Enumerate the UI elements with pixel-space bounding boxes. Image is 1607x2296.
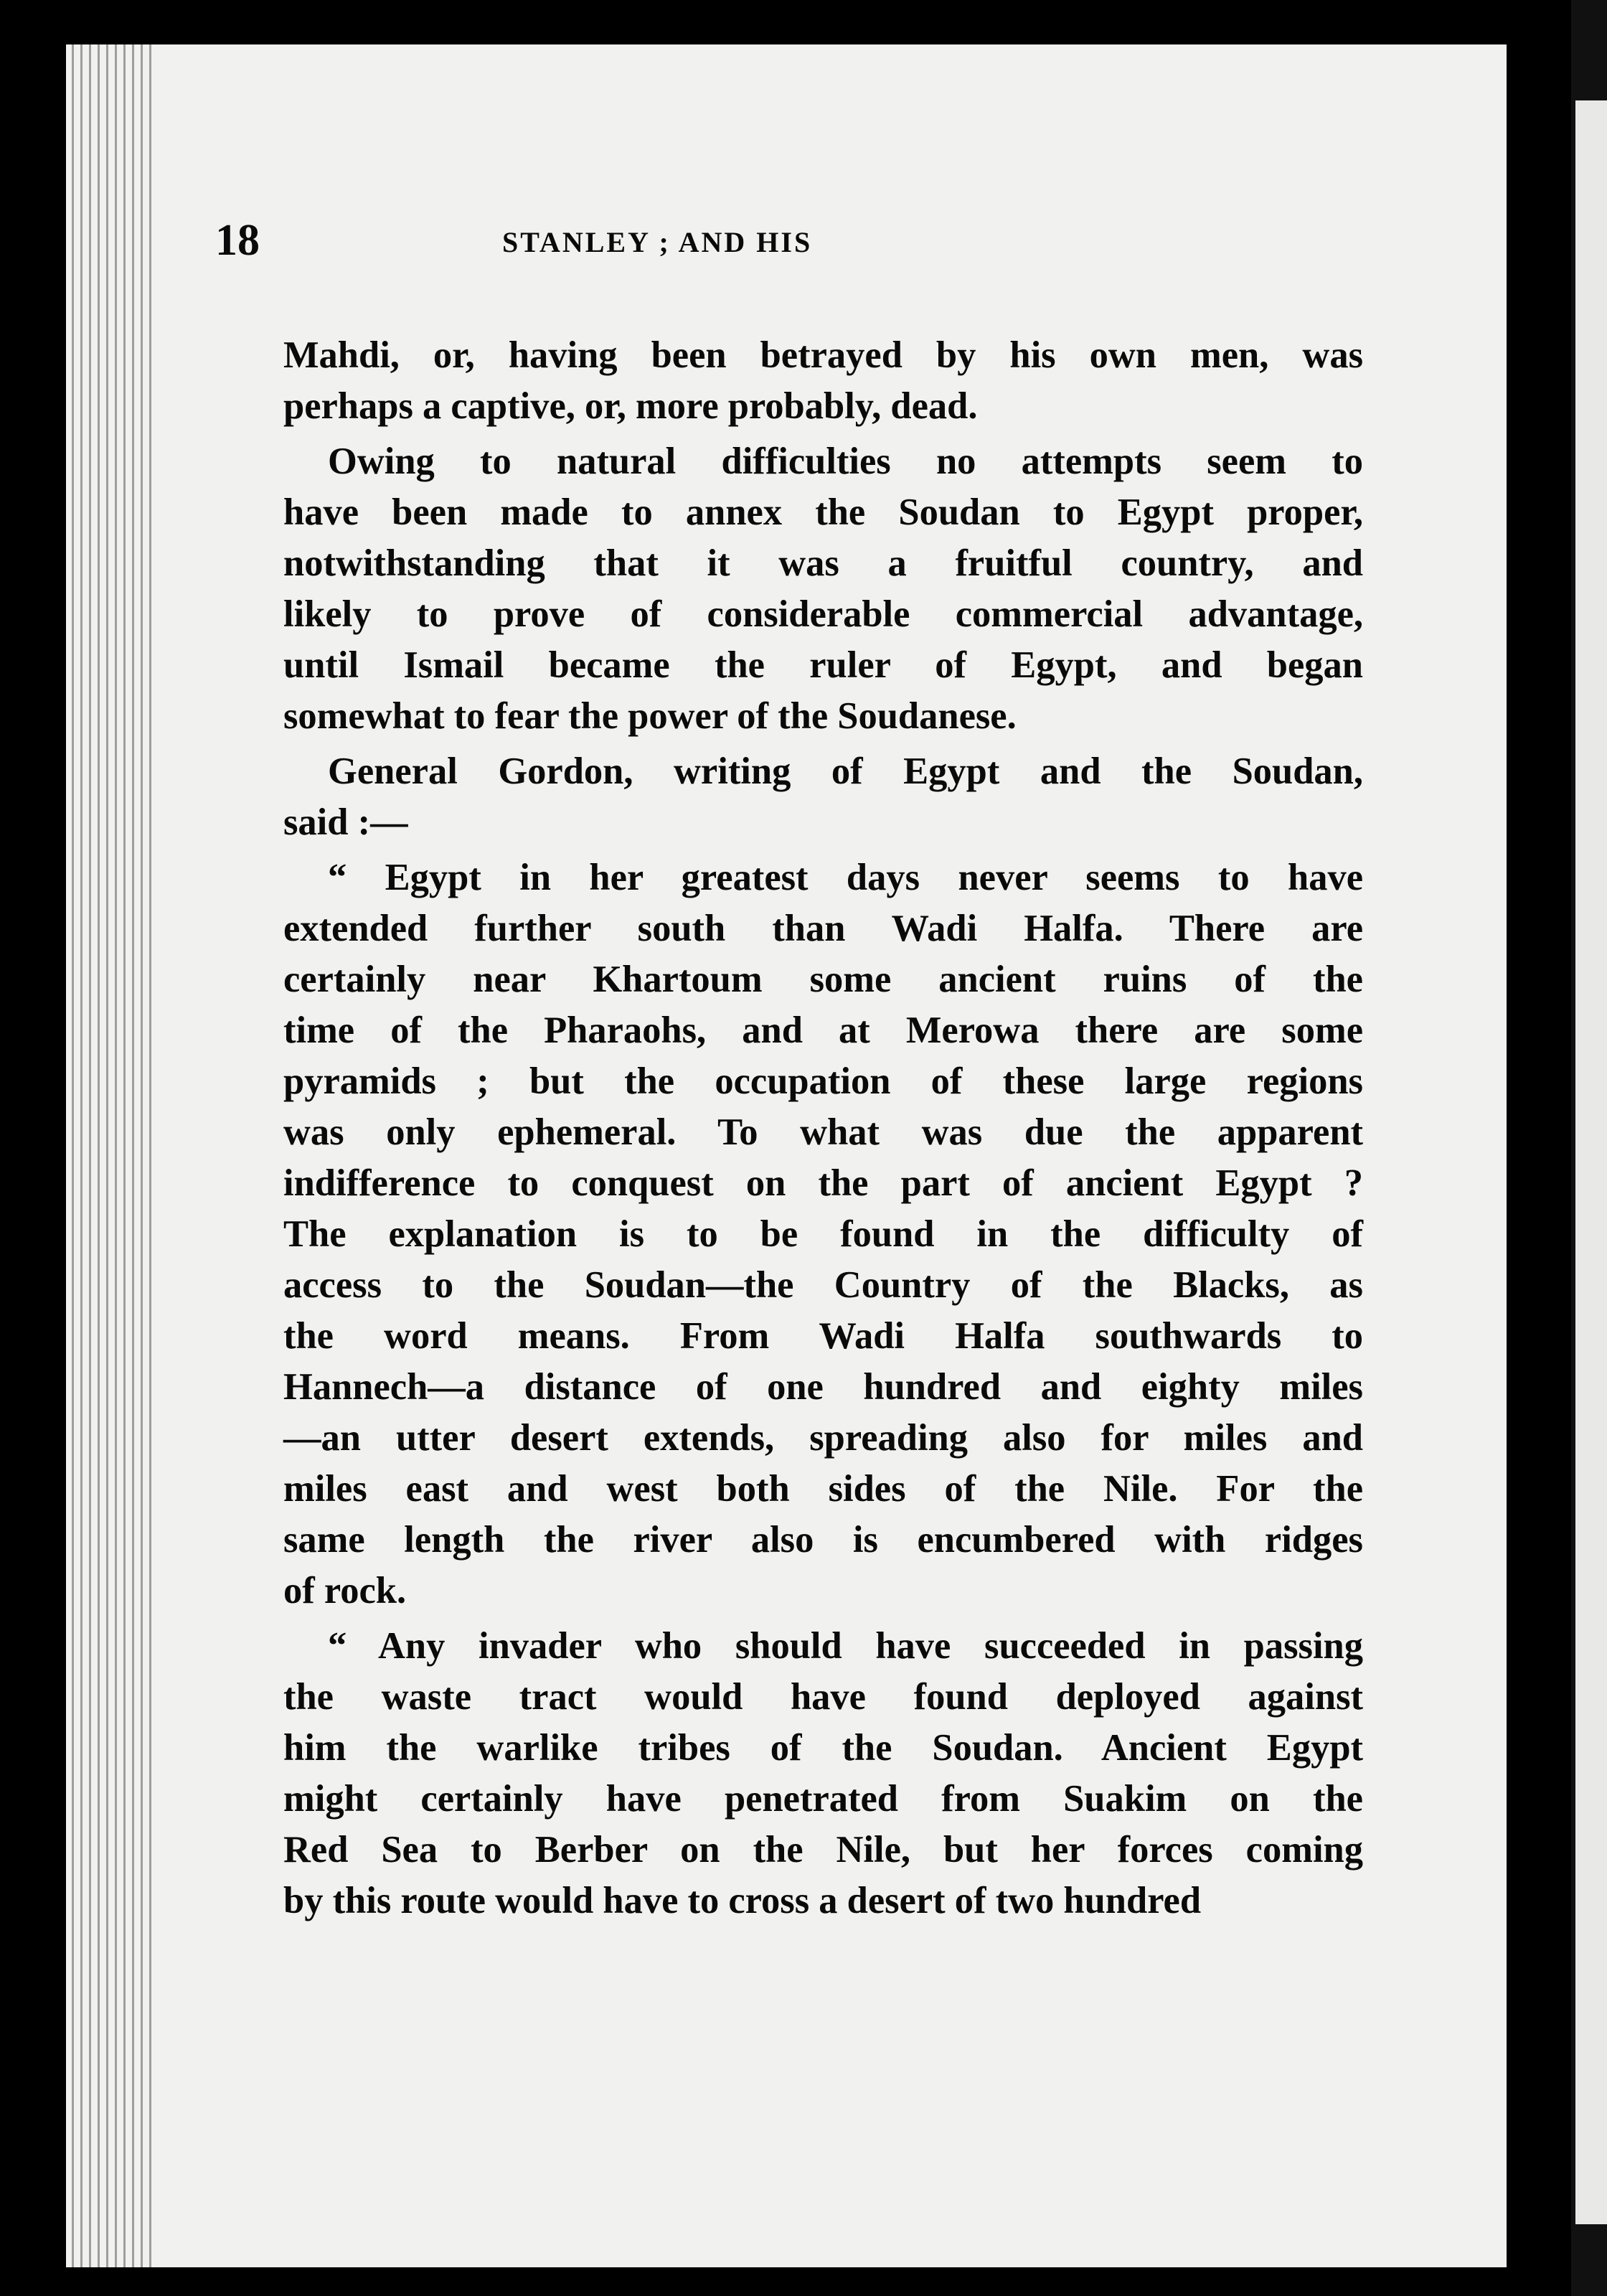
page-edge xyxy=(141,44,143,2267)
text-line: access to the Soudan—the Country of the Blacks, as xyxy=(283,1264,1363,1306)
text-line: somewhat to fear the power of the Soudanese. xyxy=(283,695,1017,737)
text-line: might certainly have penetrated from Suakim on the xyxy=(283,1778,1363,1820)
page-edge xyxy=(132,44,134,2267)
text-line: likely to prove of considerable commercial advantage, xyxy=(283,593,1363,635)
page-header xyxy=(215,215,1363,301)
page-edge xyxy=(149,44,151,2267)
page-edge xyxy=(123,44,126,2267)
text-line: the waste tract would have found deployed against xyxy=(283,1676,1363,1718)
page-edge xyxy=(89,44,91,2267)
text-line: certainly near Khartoum some ancient ruins of the xyxy=(283,959,1363,1000)
text-line: extended further south than Wadi Halfa. There are xyxy=(283,908,1363,949)
text-line: Red Sea to Berber on the Nile, but her forces coming xyxy=(283,1829,1363,1871)
page-edge xyxy=(80,44,83,2267)
page-edge xyxy=(106,44,108,2267)
text-line: him the warlike tribes of the Soudan. Ancient Egypt xyxy=(283,1727,1363,1769)
page-edge xyxy=(72,44,74,2267)
page-edge xyxy=(98,44,100,2267)
text-line: “ Any invader who should have succeeded in passing xyxy=(328,1625,1363,1667)
text-line: miles east and west both sides of the Nile. For the xyxy=(283,1468,1363,1510)
text-line: indifference to conquest on the part of ancient Egypt ? xyxy=(283,1162,1363,1204)
text-line: until Ismail became the ruler of Egypt, and began xyxy=(283,644,1363,686)
text-line: Owing to natural difficulties no attempts seem to xyxy=(328,441,1363,482)
text-line: the word means. From Wadi Halfa southwards to xyxy=(283,1315,1363,1357)
facing-page-edge xyxy=(1575,100,1607,2224)
text-line: notwithstanding that it was a fruitful country, and xyxy=(283,542,1363,584)
text-line: of rock. xyxy=(283,1570,407,1612)
text-line: have been made to annex the Soudan to Egypt proper, xyxy=(283,491,1363,533)
page-number: 18 xyxy=(215,216,260,265)
body-text xyxy=(283,330,1363,1926)
text-line: —an utter desert extends, spreading also for miles and xyxy=(283,1417,1363,1459)
text-line: pyramids ; but the occupation of these large regions xyxy=(283,1060,1363,1102)
page-edge xyxy=(115,44,117,2267)
text-line: by this route would have to cross a desert of two hundred xyxy=(283,1880,1202,1921)
text-line: same length the river also is encumbered with ridges xyxy=(283,1519,1363,1561)
text-line: time of the Pharaohs, and at Merowa there are some xyxy=(283,1010,1363,1051)
text-line: said :— xyxy=(283,801,408,843)
text-line: General Gordon, writing of Egypt and the Soudan, xyxy=(328,751,1363,792)
text-line: “ Egypt in her greatest days never seems to have xyxy=(328,857,1363,898)
running-head: STANLEY ; AND HIS xyxy=(502,226,813,258)
text-line: perhaps a captive, or, more probably, dead. xyxy=(283,385,978,427)
text-line: Mahdi, or, having been betrayed by his own men, was xyxy=(283,334,1363,376)
text-line: was only ephemeral. To what was due the apparent xyxy=(283,1111,1363,1153)
text-line: The explanation is to be found in the difficulty of xyxy=(283,1213,1363,1255)
text-line: Hannech—a distance of one hundred and eighty miles xyxy=(283,1366,1363,1408)
